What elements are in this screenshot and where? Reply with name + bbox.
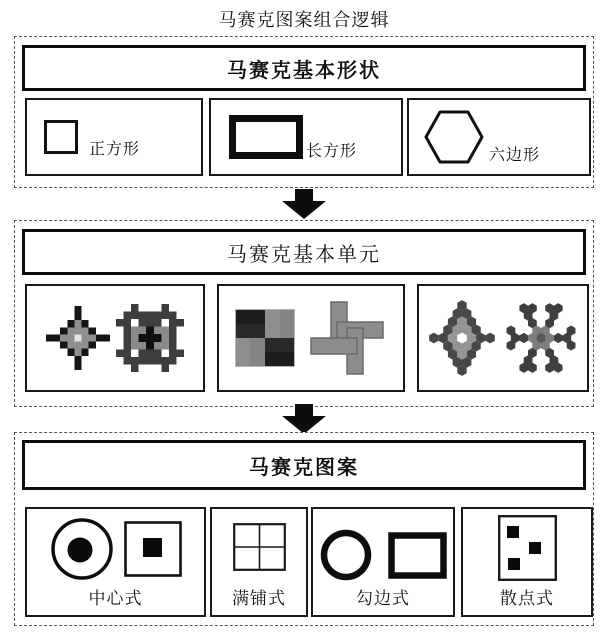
section-header-basic-shapes: 马赛克基本形状 [22,45,586,91]
pattern-card-scatter [461,507,593,617]
flow-arrow-down-1 [281,189,327,219]
shape-label: 六边形 [489,146,541,164]
rectangle-icon [229,115,303,159]
section-mosaic-patterns [14,432,594,626]
section-header-basic-units: 马赛克基本单元 [22,229,586,275]
outline-square-icon [388,532,447,579]
flow-arrow-down-2 [281,404,327,434]
unit-card-rectangle-units [217,284,405,392]
pattern-card-center [25,507,206,617]
circle-dot-icon [50,517,114,581]
shape-card-square [25,98,203,176]
hexagon-icon [424,109,484,165]
hex-diamond-icon [428,299,496,377]
grid-2x2-icon [233,523,286,571]
page-title: 马赛克图案组合逻辑 [218,10,390,30]
pattern-card-full-tile [210,507,308,617]
section-header-mosaic-patterns: 马赛克图案 [22,440,586,490]
shape-label: 长方形 [306,142,358,160]
pixel-hash-icon [116,304,184,372]
pattern-card-outline [311,507,455,617]
pattern-label: 勾边式 [356,589,410,608]
unit-card-hexagon-units [417,284,589,392]
square-dot-icon [124,521,182,577]
pattern-label: 满铺式 [232,589,286,608]
pattern-label: 散点式 [500,589,554,608]
scatter-dots-icon [498,515,557,581]
unit-card-square-units [25,284,205,392]
pixel-star-icon [46,306,110,370]
section-basic-shapes [14,36,594,188]
pinwheel-icon [307,298,387,378]
shape-card-rectangle [209,98,403,176]
quad-blocks-icon [235,309,295,367]
square-icon [44,120,78,154]
shape-label: 正方形 [89,140,141,158]
pattern-label: 中心式 [88,589,143,608]
shape-card-hexagon [407,98,591,176]
hex-snowflake-icon [504,302,578,374]
outline-circle-icon [320,529,372,581]
section-basic-units [14,220,594,407]
